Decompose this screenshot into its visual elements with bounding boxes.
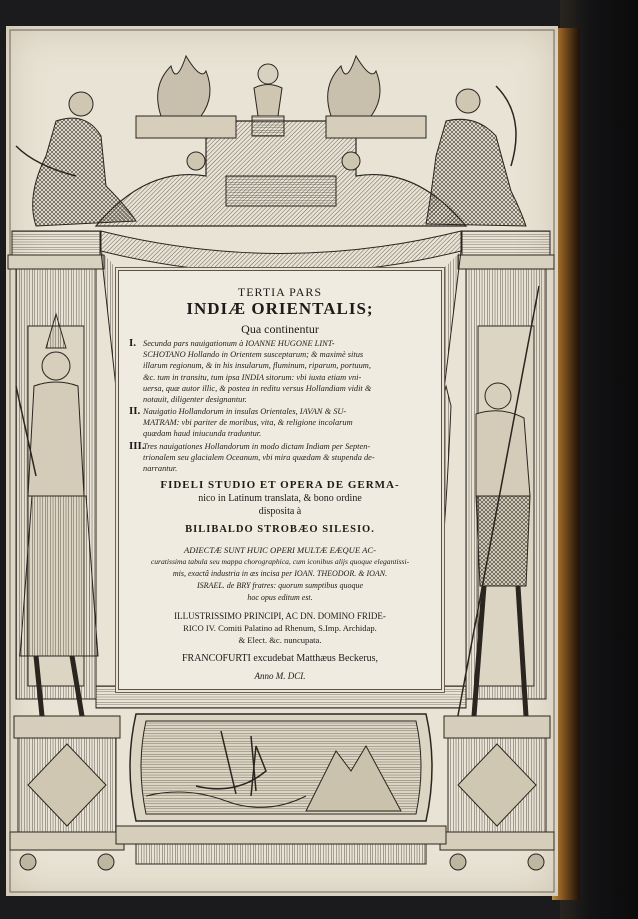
editor-line-1: FIDELI STUDIO ET OPERA DE GERMA- <box>160 479 400 491</box>
title-page <box>6 26 558 896</box>
dedication-line-3: & Elect. &c. nuncupata. <box>238 635 322 645</box>
kneeling-figure-right <box>426 86 526 226</box>
title-text-panel <box>118 270 442 690</box>
date: Anno M. DCI. <box>254 671 306 681</box>
imprint: FRANCOFURTI excudebat Matthæus Beckerus, <box>181 653 379 664</box>
part-3-text: Tres nauigationes Hollandorum in modo dictam Indiam per Septen- trionalem seu glacialem Oceanum, vbi mira quædam & stupenda de- narrantur. <box>143 442 375 474</box>
pedestal-right <box>440 716 554 870</box>
addendum-line-4: ISRAEL. de BRY fratres: quorum sumptibus quoque <box>197 581 363 590</box>
addendum-line-1: ADIECTÆ SUNT HUIC OPERI MULTÆ EÆQUE AC- <box>184 545 376 555</box>
dedication-line-1: ILLUSTRISSIMO PRINCIPI, AC DN. DOMINO FRIDE- <box>174 611 386 621</box>
part-1-text: Secunda pars nauigationum à IOANNE HUGONE LINT- SCHOTANO Hollando in Orientem susceptarum; & maximè situs illarum regionum, & in his insularum, fluminum, riparum, portuum, &c. tum in transitu, tum ipsa INDIA sitorum: vbi iuxta etiam vni- uersa, quæ autor illic, & postea in reditu versus Hollandiam vidit & notauit, diligenter designantur. <box>143 339 372 405</box>
main-title: INDIÆ ORIENTALIS; <box>186 299 374 318</box>
top-pediment <box>96 56 466 226</box>
addendum-line-3: mis, exactâ industria in æs incisa per IOAN. THEODOR. & IOAN. <box>172 569 388 578</box>
dedication-line-2: RICO IV. Comiti Palatino ad Rhenum, S.Imp. Archidap. <box>183 623 377 633</box>
subtitle: Qua continentur <box>241 322 319 336</box>
part-3-numeral: III. <box>129 440 145 452</box>
pedestal-left <box>10 716 124 870</box>
addendum-line-2: curatissima tabula seu mappa chorographica, cum iconibus alijs quoque elegantissi- <box>150 557 410 566</box>
heading: TERTIA PARS <box>237 285 323 299</box>
shipwreck-cartouche <box>130 714 432 821</box>
author: BILIBALDO STROBÆO SILESIO. <box>185 524 375 535</box>
part-2-text: Nauigatio Hollandorum in insulas Orientales, IAVAN & SU- MATRAM: vbi pariter de moribus, vita, & religione incolarum quædam haud iniucunda traduntur. <box>143 407 353 439</box>
editor-line-2: nico in Latinum translata, & bono ordine <box>198 493 362 504</box>
part-2-numeral: II. <box>129 405 141 417</box>
part-1-numeral: I. <box>129 337 137 349</box>
addendum-line-5: hoc opus editum est. <box>247 593 313 602</box>
kneeling-figure-left <box>16 92 136 226</box>
editor-line-3: disposita à <box>258 506 302 517</box>
